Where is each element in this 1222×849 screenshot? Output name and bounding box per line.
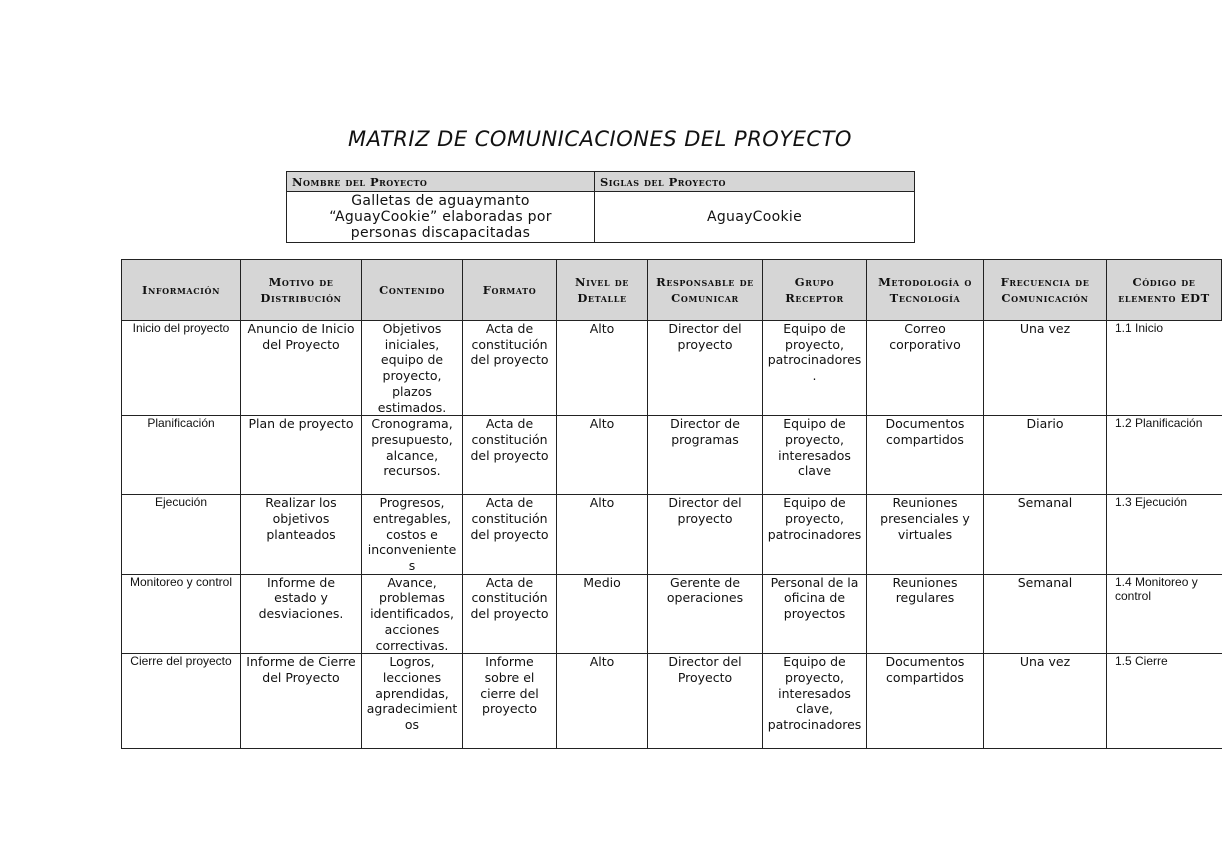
cell-responsable: Director del proyecto <box>648 495 763 575</box>
cell-codigo: 1.3 Ejecución <box>1107 495 1222 575</box>
cell-contenido: Objetivos iniciales, equipo de proyecto, plazos estimados. <box>362 321 463 416</box>
header-motivo: Motivo de Distribución <box>241 260 362 321</box>
cell-informacion: Monitoreo y control <box>122 574 241 654</box>
cell-nivel: Alto <box>557 654 648 749</box>
cell-frecuencia: Diario <box>984 416 1107 495</box>
cell-codigo: 1.1 Inicio <box>1107 321 1222 416</box>
cell-metodologia: Reuniones presenciales y virtuales <box>867 495 984 575</box>
cell-informacion: Cierre del proyecto <box>122 654 241 749</box>
cell-informacion: Ejecución <box>122 495 241 575</box>
cell-metodologia: Documentos compartidos <box>867 654 984 749</box>
cell-frecuencia: Una vez <box>984 654 1107 749</box>
cell-motivo: Informe de Cierre del Proyecto <box>241 654 362 749</box>
cell-informacion: Planificación <box>122 416 241 495</box>
cell-formato: Informe sobre el cierre del proyecto <box>463 654 557 749</box>
table-row <box>122 495 1222 575</box>
header-informacion: Información <box>122 260 241 321</box>
cell-motivo: Realizar los objetivos planteados <box>241 495 362 575</box>
cell-contenido: Avance, problemas identificados, acciones correctivas. <box>362 574 463 654</box>
project-acronym-value: AguayCookie <box>595 192 915 243</box>
cell-frecuencia: Semanal <box>984 574 1107 654</box>
cell-grupo: Personal de la oficina de proyectos <box>763 574 867 654</box>
cell-frecuencia: Semanal <box>984 495 1107 575</box>
cell-contenido: Progresos, entregables, costos e inconvenientes <box>362 495 463 575</box>
cell-motivo: Anuncio de Inicio del Proyecto <box>241 321 362 416</box>
cell-contenido: Logros, lecciones aprendidas, agradecimientos <box>362 654 463 749</box>
project-name-header: Nombre del Proyecto <box>287 172 595 192</box>
cell-responsable: Gerente de operaciones <box>648 574 763 654</box>
cell-metodologia: Reuniones regulares <box>867 574 984 654</box>
communications-matrix <box>121 259 1222 749</box>
cell-formato: Acta de constitución del proyecto <box>463 416 557 495</box>
cell-motivo: Informe de estado y desviaciones. <box>241 574 362 654</box>
cell-formato: Acta de constitución del proyecto <box>463 321 557 416</box>
cell-grupo: Equipo de proyecto, patrocinadores. <box>763 321 867 416</box>
cell-frecuencia: Una vez <box>984 321 1107 416</box>
cell-nivel: Alto <box>557 495 648 575</box>
table-row <box>122 416 1222 495</box>
cell-responsable: Director del proyecto <box>648 321 763 416</box>
cell-responsable: Director de programas <box>648 416 763 495</box>
cell-codigo: 1.4 Monitoreo y control <box>1107 574 1222 654</box>
cell-nivel: Medio <box>557 574 648 654</box>
cell-grupo: Equipo de proyecto, interesados clave <box>763 416 867 495</box>
cell-formato: Acta de constitución del proyecto <box>463 495 557 575</box>
matrix-header-row <box>122 260 1222 321</box>
cell-motivo: Plan de proyecto <box>241 416 362 495</box>
header-responsable: Responsable de Comunicar <box>648 260 763 321</box>
header-contenido: Contenido <box>362 260 463 321</box>
project-acronym-header: Siglas del Proyecto <box>595 172 915 192</box>
header-formato: Formato <box>463 260 557 321</box>
cell-contenido: Cronograma, presupuesto, alcance, recursos. <box>362 416 463 495</box>
header-grupo: Grupo Receptor <box>763 260 867 321</box>
cell-nivel: Alto <box>557 416 648 495</box>
cell-metodologia: Documentos compartidos <box>867 416 984 495</box>
cell-grupo: Equipo de proyecto, interesados clave, patrocinadores <box>763 654 867 749</box>
cell-codigo: 1.2 Planificación <box>1107 416 1222 495</box>
project-name-value: Galletas de aguaymanto “AguayCookie” elaboradas por personas discapacitadas <box>287 192 595 243</box>
cell-codigo: 1.5 Cierre <box>1107 654 1222 749</box>
header-codigo: Código de elemento EDT <box>1107 260 1222 321</box>
cell-responsable: Director del Proyecto <box>648 654 763 749</box>
table-row <box>122 321 1222 416</box>
document-title: MATRIZ DE COMUNICACIONES DEL PROYECTO <box>348 127 852 151</box>
cell-grupo: Equipo de proyecto, patrocinadores <box>763 495 867 575</box>
header-frecuencia: Frecuencia de Comunicación <box>984 260 1107 321</box>
header-metodologia: Metodología o Tecnología <box>867 260 984 321</box>
cell-metodologia: Correo corporativo <box>867 321 984 416</box>
table-row <box>122 574 1222 654</box>
project-info-table <box>286 171 915 243</box>
cell-nivel: Alto <box>557 321 648 416</box>
cell-informacion: Inicio del proyecto <box>122 321 241 416</box>
cell-formato: Acta de constitución del proyecto <box>463 574 557 654</box>
table-row <box>122 654 1222 749</box>
header-nivel: Nivel de Detalle <box>557 260 648 321</box>
